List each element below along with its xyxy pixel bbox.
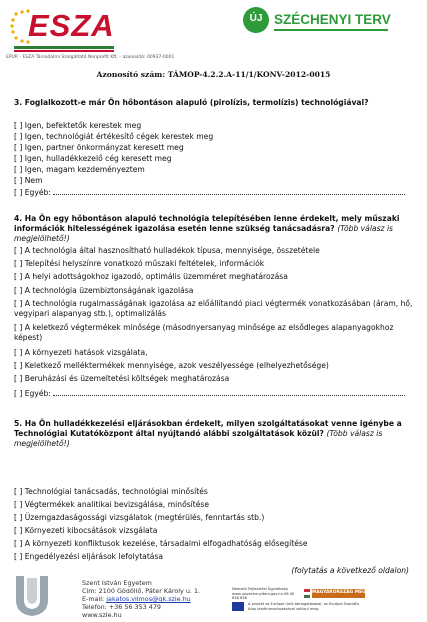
- q4-option-2[interactable]: [ ] Telepítési helyszínre vonatkozó műszaki feltételek, információk: [14, 259, 265, 268]
- q4-option-8[interactable]: [ ] Keletkező melléktermékek mennyisége, azok veszélyessége (elhelyezhetősége): [14, 361, 329, 370]
- q4-egyeb-field[interactable]: [53, 388, 405, 396]
- q5-option-6[interactable]: [ ] Engedélyezési eljárások lefolytatása: [14, 552, 164, 561]
- q3-egyeb-label: [ ] Egyéb:: [14, 188, 51, 197]
- q4-option-5[interactable]: [ ] A technológia rugalmasságának igazolása az előállítandó piaci végtermék vonatkozásában (áram, hő, vegyipari alapanyag stb.), optimalizálás: [14, 299, 413, 318]
- q5-option-2[interactable]: [ ] Végtermékek analitikai bevizsgálása, minősítése: [14, 500, 210, 509]
- q4-option-1[interactable]: [ ] A technológia által hasznosítható hulladékok típusa, mennyisége, összetétele: [14, 246, 320, 255]
- magyarorszag-megujul-text: MAGYARORSZÁG MEGÚJUL: [312, 590, 378, 595]
- question-3-title: 3. Foglalkozott-e már Ön hőbontáson alapuló (pirolízis, termolízis) technológiával?: [14, 98, 369, 107]
- question-5-title: [14, 419, 414, 449]
- q3-option-5[interactable]: [ ] Igen, magam kezdeményeztem: [14, 165, 145, 174]
- q3-option-2[interactable]: [ ] Igen, technológiát értékesítő cégek kerestek meg: [14, 132, 214, 141]
- q5-option-1[interactable]: [ ] Technológiai tanácsadás, technológiai minősítés: [14, 487, 208, 496]
- szechenyi-badge: ÚJ: [249, 13, 263, 24]
- q4-option-4[interactable]: [ ] A technológia üzembiztonságának igazolása: [14, 286, 194, 295]
- footer-phone: Telefon: +36 56 353 479: [82, 603, 161, 611]
- esza-logo-text: ESZA: [28, 8, 115, 43]
- footer-email-link[interactable]: jakatos.vilmos@gk.szie.hu: [106, 595, 191, 603]
- question-4-note: (Több válasz is megjelölhető!): [14, 224, 394, 243]
- q3-option-1[interactable]: [ ] Igen, befektetők kerestek meg: [14, 121, 142, 130]
- q3-option-4[interactable]: [ ] Igen, hulladékkezelő cég keresett meg: [14, 154, 172, 163]
- q5-option-5[interactable]: [ ] A környezeti konfliktusok kezelése, társadalmi elfogadhatóság elősegítése: [14, 539, 308, 548]
- question-4-text: 4. Ha Ön egy hőbontáson alapuló technológia telepítésében lenne érdekelt, mely műszaki információk hitelességének igazolása esetén lenne szükség tanácsadásra?: [14, 214, 400, 233]
- szechenyi-logo-text: SZÉCHENYI TERV: [274, 12, 391, 27]
- q5-option-4[interactable]: [ ] Környezeti kibocsátások vizsgálata: [14, 526, 158, 535]
- eu-flag-icon: [232, 602, 244, 611]
- q3-option-3[interactable]: [ ] Igen, partner önkormányzat keresett meg: [14, 143, 184, 152]
- q4-option-7[interactable]: [ ] A környezeti hatások vizsgálata,: [14, 348, 148, 357]
- q4-option-6[interactable]: [ ] A keletkező végtermékek minősége (másodnyersanyag minősége az elsődleges alapanyagokhoz képest): [14, 323, 394, 342]
- q3-egyeb-field[interactable]: [53, 187, 405, 195]
- esza-logo-caption: EPUR - ESZA Társadalmi Szolgáltató Nonprofit Kft. - azonosító: 00937-0001: [6, 55, 175, 60]
- nfu-logo-text: Nemzeti Fejlesztési Ügynökség www.ujszechenyiterv.gov.hu 06 40 638 638: [232, 587, 295, 600]
- szechenyi-underline: [274, 29, 388, 31]
- q3-option-egyeb[interactable]: [14, 187, 418, 198]
- q4-option-3[interactable]: [ ] A helyi adottságokhoz igazodó, optimális üzemméret meghatározása: [14, 272, 288, 281]
- q4-egyeb-label: [ ] Egyéb:: [14, 389, 51, 398]
- eu-support-text: A projekt az Európai Unió támogatásával, az Európai Szociális Alap társfinanszírozásával valósul meg.: [248, 602, 360, 611]
- q3-option-6[interactable]: [ ] Nem: [14, 176, 43, 185]
- szent-istvan-university-logo-icon: [12, 572, 52, 618]
- question-5-note: (Több válasz is megjelölhető!): [14, 429, 383, 448]
- footer-email-label: E-mail:: [82, 595, 105, 603]
- footer-university: Szent István Egyetem: [82, 579, 152, 587]
- q4-option-egyeb[interactable]: [14, 388, 418, 399]
- question-5-text: 5. Ha Ön hulladékkezelési eljárásokban érdekelt, milyen szolgáltatásokat venne igénybe a Technológiai Kutatóközpont által nyújtandó alábbi szolgáltatások közül?: [14, 419, 402, 438]
- q5-option-3[interactable]: [ ] Üzemgazdaságossági vizsgálatok (megtérülés, fenntartás stb.): [14, 513, 265, 522]
- footer-website[interactable]: www.szie.hu: [82, 611, 122, 619]
- footer-address: Cím: 2100 Gödöllő, Páter Károly u. 1.: [82, 587, 201, 595]
- hungarian-flag-icon: [304, 589, 310, 598]
- project-id: Azonosító szám: TÁMOP-4.2.2.A-11/1/KONV-2012-0015: [96, 70, 331, 79]
- q4-option-9[interactable]: [ ] Beruházási és üzemeltetési költségek meghatározása: [14, 374, 230, 383]
- continued-note: (folytatás a következő oldalon): [291, 566, 409, 575]
- question-4-title: [14, 214, 414, 244]
